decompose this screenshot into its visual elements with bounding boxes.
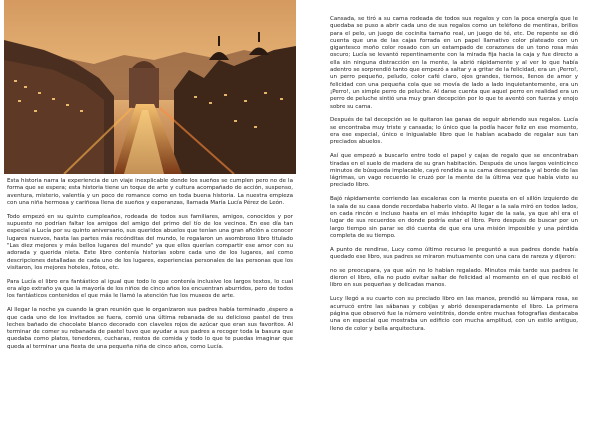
right-column: [330, 16, 578, 339]
paragraph: no se preocupara, ya que aún no lo habían regalado. Minutos más tarde sus padres le dieron el libro, ella no pudo evitar saltar de felicidad al momento en el que recibió el libro en sus pequeñas y delicadas manos.: [330, 267, 578, 289]
paragraph: Esta historia narra la experiencia de un viaje inexplicable donde los sueños se cumplen pero no de la forma que se espera; esta historia tiene un toque de arte y cultura acompañado de acción, suspenso, aventura, misterio, valentía y un poco de romance como en toda buena historia. La nuestra empieza con una niña hermosa y cariñosa llena de sueños y esperanzas, llamada María Lucía Pérez de León.: [7, 178, 293, 206]
paragraph: Para Lucía el libro era fantástico al igual que todo lo que contenía inclusive los largos textos, lo cual era algo extraño ya que la mayoría de los niños de cinco años los encuentran aburridos, pero de todos los fantásticos contenidos el que más le llamó la atención fue los museos de arte.: [7, 278, 293, 300]
paragraph: Lucy llegó a su cuarto con su preciado libro en las manos, prendió su lámpara rosa, se acurrucó entre las sábanas y cobijas y abrió desesperadamente el libro. La primera página que observó fue la número veintitrés, donde entre muchas fotografías destacaba una en especial que mostraba un edificio con mucha amplitud, con un estilo antiguo, lleno de color y bella arquitectura.: [330, 296, 578, 332]
paragraph: Al llegar la noche ya cuando la gran reunión que le organizaron sus padres había terminado ,éspero a que cada uno de los invitados se fuera, comió una última rebanada de su delicioso pastel de tres leches bañado de chocolate blanco decorado con claveles rojos de azúcar que eran sus favoritos. Al terminar de comer su rebanada de pastel tuvo que ayudar a sus padres a recoger toda la basura que quedaba como platos, tenedores, cucharas, restos de comida y todo lo que te puedas imaginar que queda al terminar una fiesta de una pequeña niña de cinco años, como Lucía.: [7, 307, 293, 350]
paragraph: Así que empezó a buscarlo entre todo el papel y cajas de regalo que se encontraban tiradas en el suelo de madera de su gran habitación. Después de unos largos veinticinco minutos de búsqueda implacable, cayó rendida a su cama desesperada y al borde de las lágrimas, un vago recuerdo le cruzó por la mente de la última vez que había visto su preciado libro.: [330, 153, 578, 189]
left-column: [7, 178, 293, 358]
paragraph: Bajó rápidamente corriendo las escaleras con la mente puesta en el sillón izquierdo de la sala de su casa donde recordaba haberlo visto. Al llegar a la sala miró en todos lados, en cada rincón e incluso hasta en el más inhóspito lugar de la sala, ya que ahí era el lugar de sus recuerdos en donde podría estar el libro. Pero después de buscar por un largo tiempo sin parar se dió cuenta de que era una misión imposible y una pérdida completa de su tiempo.: [330, 196, 578, 239]
paragraph: A punto de rendirse, Lucy como último recurso le preguntó a sus padres donde había quedado ese libro, sus padres se miraron mutuamente con una cara de rareza y dijeron:: [330, 246, 578, 260]
city-photo: [4, 0, 296, 174]
city-photo-icon: [4, 0, 296, 174]
paragraph: Cansada, se tiró a su cama rodeada de todos sus regalos y con la poca energía que le quedaba se puso a abrir cada uno de sus regalos como un teléfono de mentiras, brillos para el pelo, un juego de cocinita tamaño real, un juego de té, etc. De repente se dió cuenta que una de las cajas forrada en un papel llamativo color plateado con un gigantesco moño color rosado con un estampado de corazones de un tono rosa más oscuro; Lucía se levantó repentinamente con la mirada fija hacia la caja y fue directo a ella sin ninguna distracción en la mente, la abrió rápidamente y al ver lo que había adentro se sorprendió tanto que empezó a saltar y a gritar de la felicidad, era un ¡Perro!, un perro pequeño, peludo, color café claro, ojos grandes, tiernos, llenos de amor y felicidad con una pequeña cola que se movía de lado a lado inquietantemente, era un ¡Perro!, un simple perro de peluche. Al darse cuenta que aquel perro en realidad era un perro de peluche sintió una muy gran decepción por lo que te aventó con fuerza y enojo sobre su cama.: [330, 16, 578, 110]
paragraph: Todo empezó en su quinto cumpleaños, rodeada de todos sus familiares, amigos, conocidos y por supuesto no podrían faltar los amigos del amigo del primo del tío de los vecinos. En ese día tan especial a Lucía por su quinto aniversario, sus queridos abuelos que tenían una gran afición a conocer lugares nuevos, hasta las partes más recónditas del mundo, le regalaron un asombroso libro titulado "Las diez mejores y más bellos lugares del mundo" ya que ellos querían compartir ese amor con su adorada y querida nieta. Este libro contenía historias sobre cada uno de los lugares, así como descripciones detalladas de cada uno de los lugares, experiencias personales de las personas que los visitaron, los mejores hoteles, fotos, etc.: [7, 213, 293, 271]
paragraph: Después de tal decepción se le quitaron las ganas de seguir abriendo sus regalos. Lucía se encontraba muy triste y cansada; lo único que la podía hacer feliz en ese momento, era ese especial, único e inigualable libro que le habían acabado de regalar sus tan preciados abuelos.: [330, 117, 578, 146]
